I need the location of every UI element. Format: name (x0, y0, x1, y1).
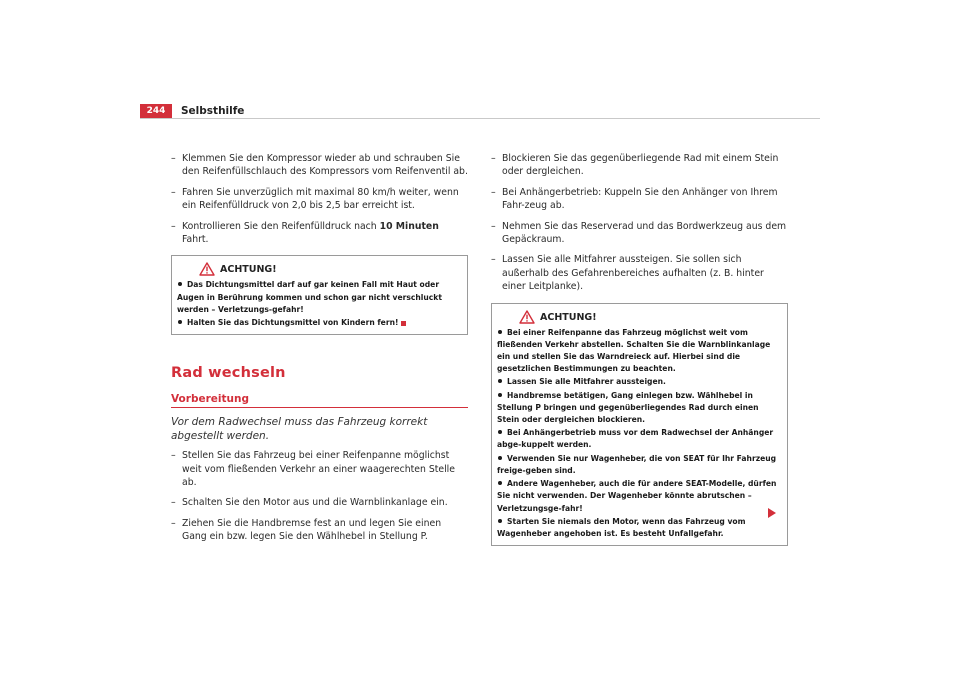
step-item: – Klemmen Sie den Kompressor wieder ab und schrauben Sie den Reifenfüllschlauch des Kompressors vom Reifenventil ab. (171, 153, 468, 178)
intro-text: Vor dem Radwechsel muss das Fahrzeug korrekt abgestellt werden. (171, 416, 428, 443)
step-item: – Bei Anhängerbetrieb: Kuppeln Sie den Anhänger von Ihrem Fahr-zeug ab. (491, 186, 778, 212)
step-item: – Blockieren Sie das gegenüberliegende Rad mit einem Stein oder dergleichen. (491, 153, 779, 178)
warning-box (171, 255, 468, 335)
step-item: – Stellen Sie das Fahrzeug bei einer Reifenpanne möglichst weit vom fließenden Verkehr an einer waagerechten Stelle ab. (171, 450, 455, 489)
warning-item: Halten Sie das Dichtungsmittel von Kindern fern! (177, 317, 463, 329)
warning-item: Bei Anhängerbetrieb muss vor dem Radwechsel der Anhänger abge-kuppelt werden. (497, 428, 774, 450)
page-number: 244 (140, 104, 172, 119)
step-item: – Ziehen Sie die Handbremse fest an und legen Sie einen Gang ein bzw. legen Sie den Wählhebel in Stellung P. (171, 517, 442, 543)
step-item: – Schalten Sie den Motor aus und die Warnblinkanlage ein. (171, 497, 448, 509)
header-divider (140, 118, 820, 119)
next-page-arrow-icon[interactable] (768, 508, 776, 518)
warning-item: Lassen Sie alle Mitfahrer aussteigen. (497, 376, 783, 388)
step-item: – Fahren Sie unverzüglich mit maximal 80 km/h weiter, wenn ein Reifenfülldruck von 2,0 bis 2,5 bar erreicht ist. (171, 186, 459, 212)
warning-triangle-icon (199, 262, 215, 276)
warning-item: Andere Wagenheber, auch die für andere SEAT-Modelle, dürfen Sie nicht verwenden. Der Wagenheber könnte abrutschen – Verletzungsge-fahr! (497, 479, 777, 513)
warning-triangle-icon (519, 310, 535, 324)
warning-box (491, 303, 788, 546)
left-column (171, 152, 468, 551)
warning-title: ACHTUNG! (540, 311, 597, 323)
warning-item: Starten Sie niemals den Motor, wenn das Fahrzeug vom Wagenheber angehoben ist. Es besteht Unfallgefahr. (497, 516, 746, 538)
subsection-title: Vorbereitung (171, 393, 468, 408)
section-end-icon (401, 321, 406, 326)
warning-item: Handbremse betätigen, Gang einlegen bzw. Wählhebel in Stellung P bringen und gegenüberliegendes Rad durch einen Stein oder dergleichen blockieren. (497, 390, 759, 425)
warning-item: Verwenden Sie nur Wagenheber, die von SEAT für Ihr Fahrzeug freige-geben sind. (497, 453, 777, 475)
step-item: – Nehmen Sie das Reserverad und das Bordwerkzeug aus dem Gepäckraum. (491, 220, 787, 246)
warning-title: ACHTUNG! (220, 264, 277, 276)
page-header-title: Selbsthilfe (181, 105, 245, 117)
step-item: – Lassen Sie alle Mitfahrer aussteigen. Sie sollen sich außerhalb des Gefahrenbereiches aufhalten (z. B. hinter einer Leitplanke). (491, 254, 764, 293)
right-column (491, 152, 788, 546)
step-item: – Kontrollieren Sie den Reifenfülldruck nach 10 Minuten Fahrt. (171, 220, 439, 246)
section-title: Rad wechseln (171, 365, 286, 382)
warning-item: Das Dichtungsmittel darf auf gar keinen Fall mit Haut oder Augen in Berührung kommen und schon gar nicht verschluckt werden – Verletzungs-gefahr! (177, 280, 442, 314)
warning-item: Bei einer Reifenpanne das Fahrzeug möglichst weit vom fließenden Verkehr abstellen. Schalten Sie die Warnblinkanlage ein und stellen Sie das Warndreieck auf. Hierbei sind die gesetzlichen Bestimmungen zu beachten. (497, 327, 771, 374)
